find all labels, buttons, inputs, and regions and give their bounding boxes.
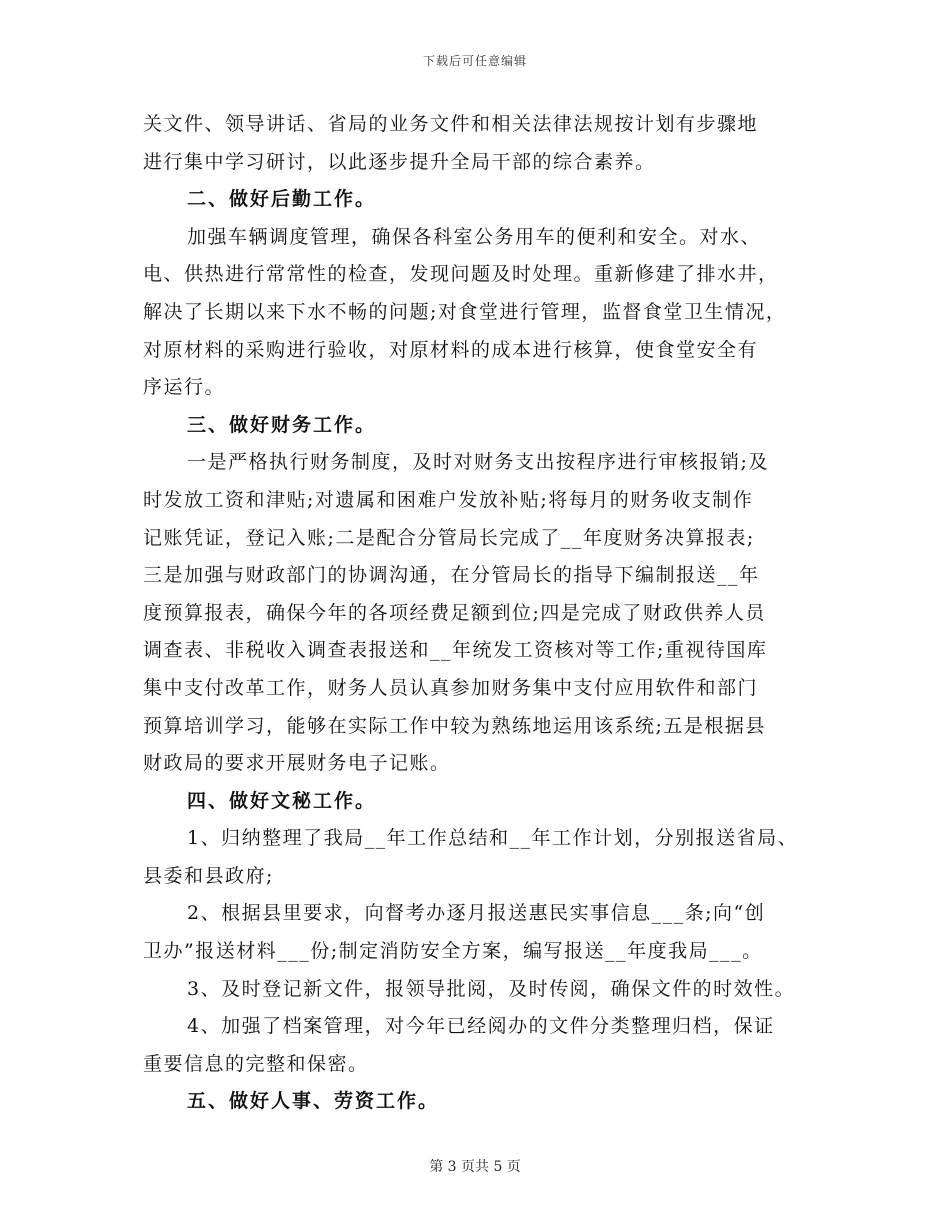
document-body <box>143 106 815 1121</box>
paragraph-line: 解决了长期以来下水不畅的问题;对食堂进行管理，监督食堂卫生情况， <box>143 300 787 323</box>
paragraph-line: 记账凭证，登记入账;二是配合分管局长完成了__年度财务决算报表; <box>143 526 755 549</box>
paragraph-line: 预算培训学习，能够在实际工作中较为熟练地运用该系统;五是根据县 <box>143 714 766 737</box>
page-footer: 第 3 页共 5 页 <box>429 1159 521 1175</box>
section-heading: 二、做好后勤工作。 <box>187 188 377 211</box>
paragraph-line: 财政局的要求开展财务电子记账。 <box>143 752 451 775</box>
paragraph-line: 4、加强了档案管理，对今年已经阅办的文件分类整理归档，保证 <box>187 1015 775 1038</box>
paragraph-line: 电、供热进行常常性的检查，发现问题及时处理。重新修建了排水井， <box>143 263 779 286</box>
section-heading: 五、做好人事、劳资工作。 <box>187 1090 440 1113</box>
paragraph-line: 卫办”报送材料___份;制定消防安全方案，编写报送__年度我局___。 <box>143 940 763 963</box>
paragraph-line: 加强车辆调度管理，确保各科室公务用车的便利和安全。对水、 <box>187 225 762 248</box>
paragraph-line: 关文件、领导讲话、省局的业务文件和相关法律法规按计划有步骤地 <box>143 113 759 135</box>
paragraph-line: 调查表、非税收入调查表报送和__年统发工资核对等工作;重视待国库 <box>143 639 768 662</box>
paragraph-line: 2、根据县里要求，向督考办逐月报送惠民实事信息___条;向“创 <box>187 902 766 925</box>
paragraph-line: 进行集中学习研讨，以此逐步提升全局干部的综合素养。 <box>143 150 656 173</box>
paragraph-line: 对原材料的采购进行验收，对原材料的成本进行核算，使食堂安全有 <box>143 338 759 361</box>
paragraph-line: 集中支付改革工作，财务人员认真参加财务集中支付应用软件和部门 <box>143 676 759 699</box>
paragraph-line: 度预算报表，确保今年的各项经费足额到位;四是完成了财政供养人员 <box>143 601 766 624</box>
paragraph-line: 三是加强与财政部门的协调沟通，在分管局长的指导下编制报送__年 <box>143 564 760 587</box>
paragraph-line: 时发放工资和津贴;对遗属和困难户发放补贴;将每月的财务收支制作 <box>143 488 754 511</box>
paragraph-line: 序运行。 <box>143 376 226 399</box>
paragraph-line: 3、及时登记新文件，报领导批阅，及时传阅，确保文件的时效性。 <box>187 977 796 1000</box>
paragraph-line: 重要信息的完整和保密。 <box>143 1052 369 1075</box>
paragraph-line: 一是严格执行财务制度，及时对财务支出按程序进行审核报销;及 <box>187 451 769 474</box>
paragraph-line: 1、归纳整理了我局__年工作总结和__年工作计划，分别报送省局、 <box>187 827 799 850</box>
section-heading: 三、做好财务工作。 <box>187 413 377 436</box>
paragraph-line: 县委和县政府; <box>143 864 274 887</box>
page-header: 下载后可任意编辑 <box>422 54 527 68</box>
section-heading: 四、做好文秘工作。 <box>187 789 377 812</box>
